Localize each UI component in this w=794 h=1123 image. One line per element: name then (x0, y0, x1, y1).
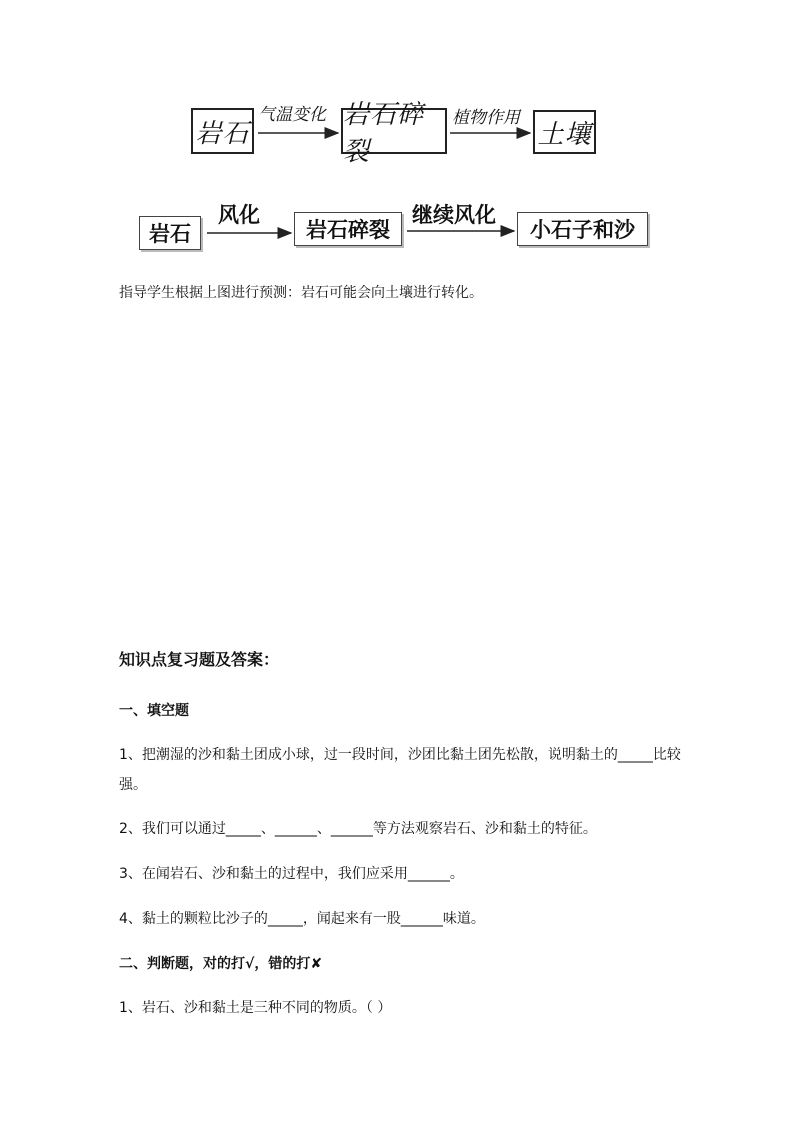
diagram1-label-plant-action: 植物作用 (452, 108, 520, 128)
question-1-line-1: 1、把潮湿的沙和黏土团成小球，过一段时间，沙团比黏土团先松散，说明黏土的_____比较 (119, 747, 681, 763)
question-4: 4、黏土的颗粒比沙子的_____，闻起来有一股______味道。 (119, 911, 485, 927)
diagram2-box-pebbles-sand: 小石子和沙 (517, 212, 648, 246)
diagram1-box-rock: 岩石 (191, 108, 254, 154)
question-3: 3、在闻岩石、沙和黏土的过程中，我们应采用______。 (119, 866, 464, 882)
judgment-1: 1、岩石、沙和黏土是三种不同的物质。（ ） (119, 1000, 392, 1016)
diagram1-box-soil: 土壤 (533, 110, 596, 154)
diagram1-box-rock-cracked: 岩石碎裂 (341, 108, 447, 154)
review-title: 知识点复习题及答案： (119, 650, 280, 669)
section1-title: 一、填空题 (119, 703, 189, 719)
question-2: 2、我们可以通过_____、______、______等方法观察岩石、沙和黏土的特征。 (119, 821, 597, 837)
flow-arrows (0, 0, 794, 300)
diagram2-box-rock: 岩石 (139, 216, 201, 250)
diagram2-label-weathering: 风化 (218, 203, 260, 227)
diagram2-box-rock-cracked: 岩石碎裂 (294, 212, 402, 246)
section2-title: 二、判断题，对的打√，错的打✘ (119, 956, 323, 972)
diagram2-label-continued-weathering: 继续风化 (412, 203, 496, 227)
question-1-line-2: 强。 (119, 777, 147, 793)
intro-text: 指导学生根据上图进行预测：岩石可能会向土壤进行转化。 (119, 285, 483, 301)
diagram1-label-temperature: 气温变化 (258, 105, 326, 125)
